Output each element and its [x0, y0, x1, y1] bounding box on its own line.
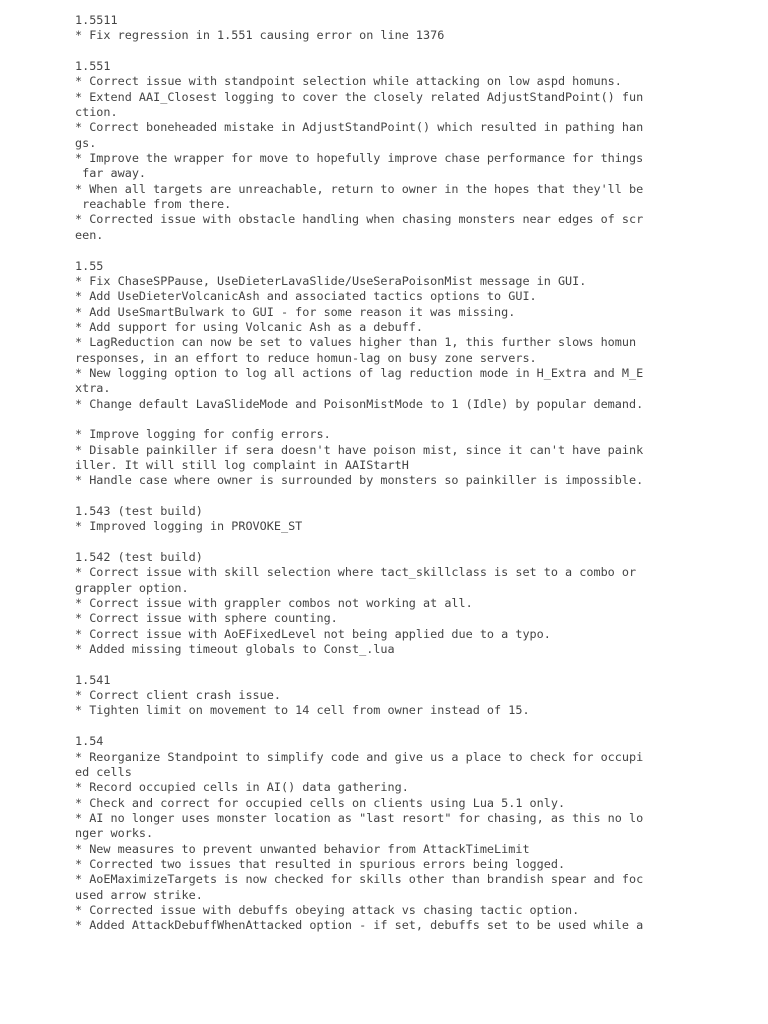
- text-line: * Change default LavaSlideMode and PoisonMistMode to 1 (Idle) by popular demand.: [75, 396, 644, 411]
- text-line: * New logging option to log all actions of lag reduction mode in H_Extra and M_E: [75, 365, 644, 380]
- text-line: ed cells: [75, 764, 132, 779]
- text-line: * Tighten limit on movement to 14 cell from owner instead of 15.: [75, 703, 530, 718]
- text-line: 1.542 (test build): [75, 550, 203, 565]
- text-line: * Correct client crash issue.: [75, 688, 281, 703]
- blank-line: [75, 535, 755, 550]
- text-line: * Added AttackDebuffWhenAttacked option - if set, debuffs set to be used while a: [75, 918, 644, 933]
- text-line: * Improve the wrapper for move to hopefully improve chase performance for things: [75, 151, 644, 166]
- text-line: * LagReduction can now be set to values higher than 1, this further slows homun: [75, 335, 637, 350]
- text-line: * Improved logging in PROVOKE_ST: [75, 519, 303, 534]
- text-line: * Corrected issue with debuffs obeying attack vs chasing tactic option.: [75, 902, 580, 917]
- text-line: * Correct issue with AoEFixedLevel not being applied due to a typo.: [75, 626, 551, 641]
- text-line: * AoEMaximizeTargets is now checked for skills other than brandish spear and foc: [75, 872, 644, 887]
- text-line: * Reorganize Standpoint to simplify code and give us a place to check for occupi: [75, 749, 644, 764]
- text-line: * Correct issue with skill selection where tact_skillclass is set to a combo or: [75, 565, 637, 580]
- text-line: * When all targets are unreachable, return to owner in the hopes that they'll be: [75, 181, 644, 196]
- text-line: * Corrected issue with obstacle handling when chasing monsters near edges of scr: [75, 212, 644, 227]
- text-line: * AI no longer uses monster location as "last resort" for chasing, as this no lo: [75, 810, 644, 825]
- blank-line: [75, 412, 755, 427]
- text-line: grappler option.: [75, 580, 189, 595]
- text-line: iller. It will still log complaint in AAIStartH: [75, 457, 409, 472]
- text-line: far away.: [75, 166, 147, 181]
- text-line: responses, in an effort to reduce homun-lag on busy zone servers.: [75, 350, 537, 365]
- text-line: * Improve logging for config errors.: [75, 427, 331, 442]
- text-line: nger works.: [75, 826, 154, 841]
- text-line: ction.: [75, 105, 118, 120]
- blank-line: [75, 719, 755, 734]
- text-line: * Add UseSmartBulwark to GUI - for some reason it was missing.: [75, 304, 516, 319]
- text-line: 1.5511: [75, 13, 118, 27]
- text-line: 1.54: [75, 734, 104, 749]
- text-line: * Handle case where owner is surrounded by monsters so painkiller is impossible.: [75, 473, 644, 488]
- changelog-text: [75, 13, 755, 934]
- text-line: * Correct issue with sphere counting.: [75, 611, 338, 626]
- text-line: * Disable painkiller if sera doesn't have poison mist, since it can't have paink: [75, 442, 644, 457]
- text-line: * Check and correct for occupied cells on clients using Lua 5.1 only.: [75, 795, 566, 810]
- text-line: * Add support for using Volcanic Ash as a debuff.: [75, 319, 424, 334]
- text-line: 1.541: [75, 672, 111, 687]
- blank-line: [75, 243, 755, 258]
- text-line: used arrow strike.: [75, 887, 203, 902]
- text-line: * Add UseDieterVolcanicAsh and associated tactics options to GUI.: [75, 289, 537, 304]
- text-line: * New measures to prevent unwanted behavior from AttackTimeLimit: [75, 841, 530, 856]
- blank-line: [75, 44, 755, 59]
- text-line: * Correct issue with standpoint selection while attacking on low aspd homuns.: [75, 74, 622, 89]
- text-line: 1.55: [75, 258, 104, 273]
- text-line: * Added missing timeout globals to Const_.lua: [75, 642, 395, 657]
- text-line: 1.551: [75, 59, 111, 74]
- text-line: een.: [75, 227, 104, 242]
- text-line: * Record occupied cells in AI() data gathering.: [75, 780, 409, 795]
- text-line: xtra.: [75, 381, 111, 396]
- text-line: * Fix ChaseSPPause, UseDieterLavaSlide/UseSeraPoisonMist message in GUI.: [75, 273, 587, 288]
- text-line: * Correct issue with grappler combos not working at all.: [75, 596, 473, 611]
- text-line: * Correct boneheaded mistake in AdjustStandPoint() which resulted in pathing han: [75, 120, 644, 135]
- text-line: gs.: [75, 135, 97, 150]
- text-line: * Extend AAI_Closest logging to cover the closely related AdjustStandPoint() fun: [75, 89, 644, 104]
- text-line: * Corrected two issues that resulted in spurious errors being logged.: [75, 856, 566, 871]
- text-line: 1.543 (test build): [75, 504, 203, 518]
- text-line: reachable from there.: [75, 197, 232, 212]
- text-line: * Fix regression in 1.551 causing error on line 1376: [75, 28, 445, 43]
- blank-line: [75, 657, 755, 672]
- blank-line: [75, 489, 755, 504]
